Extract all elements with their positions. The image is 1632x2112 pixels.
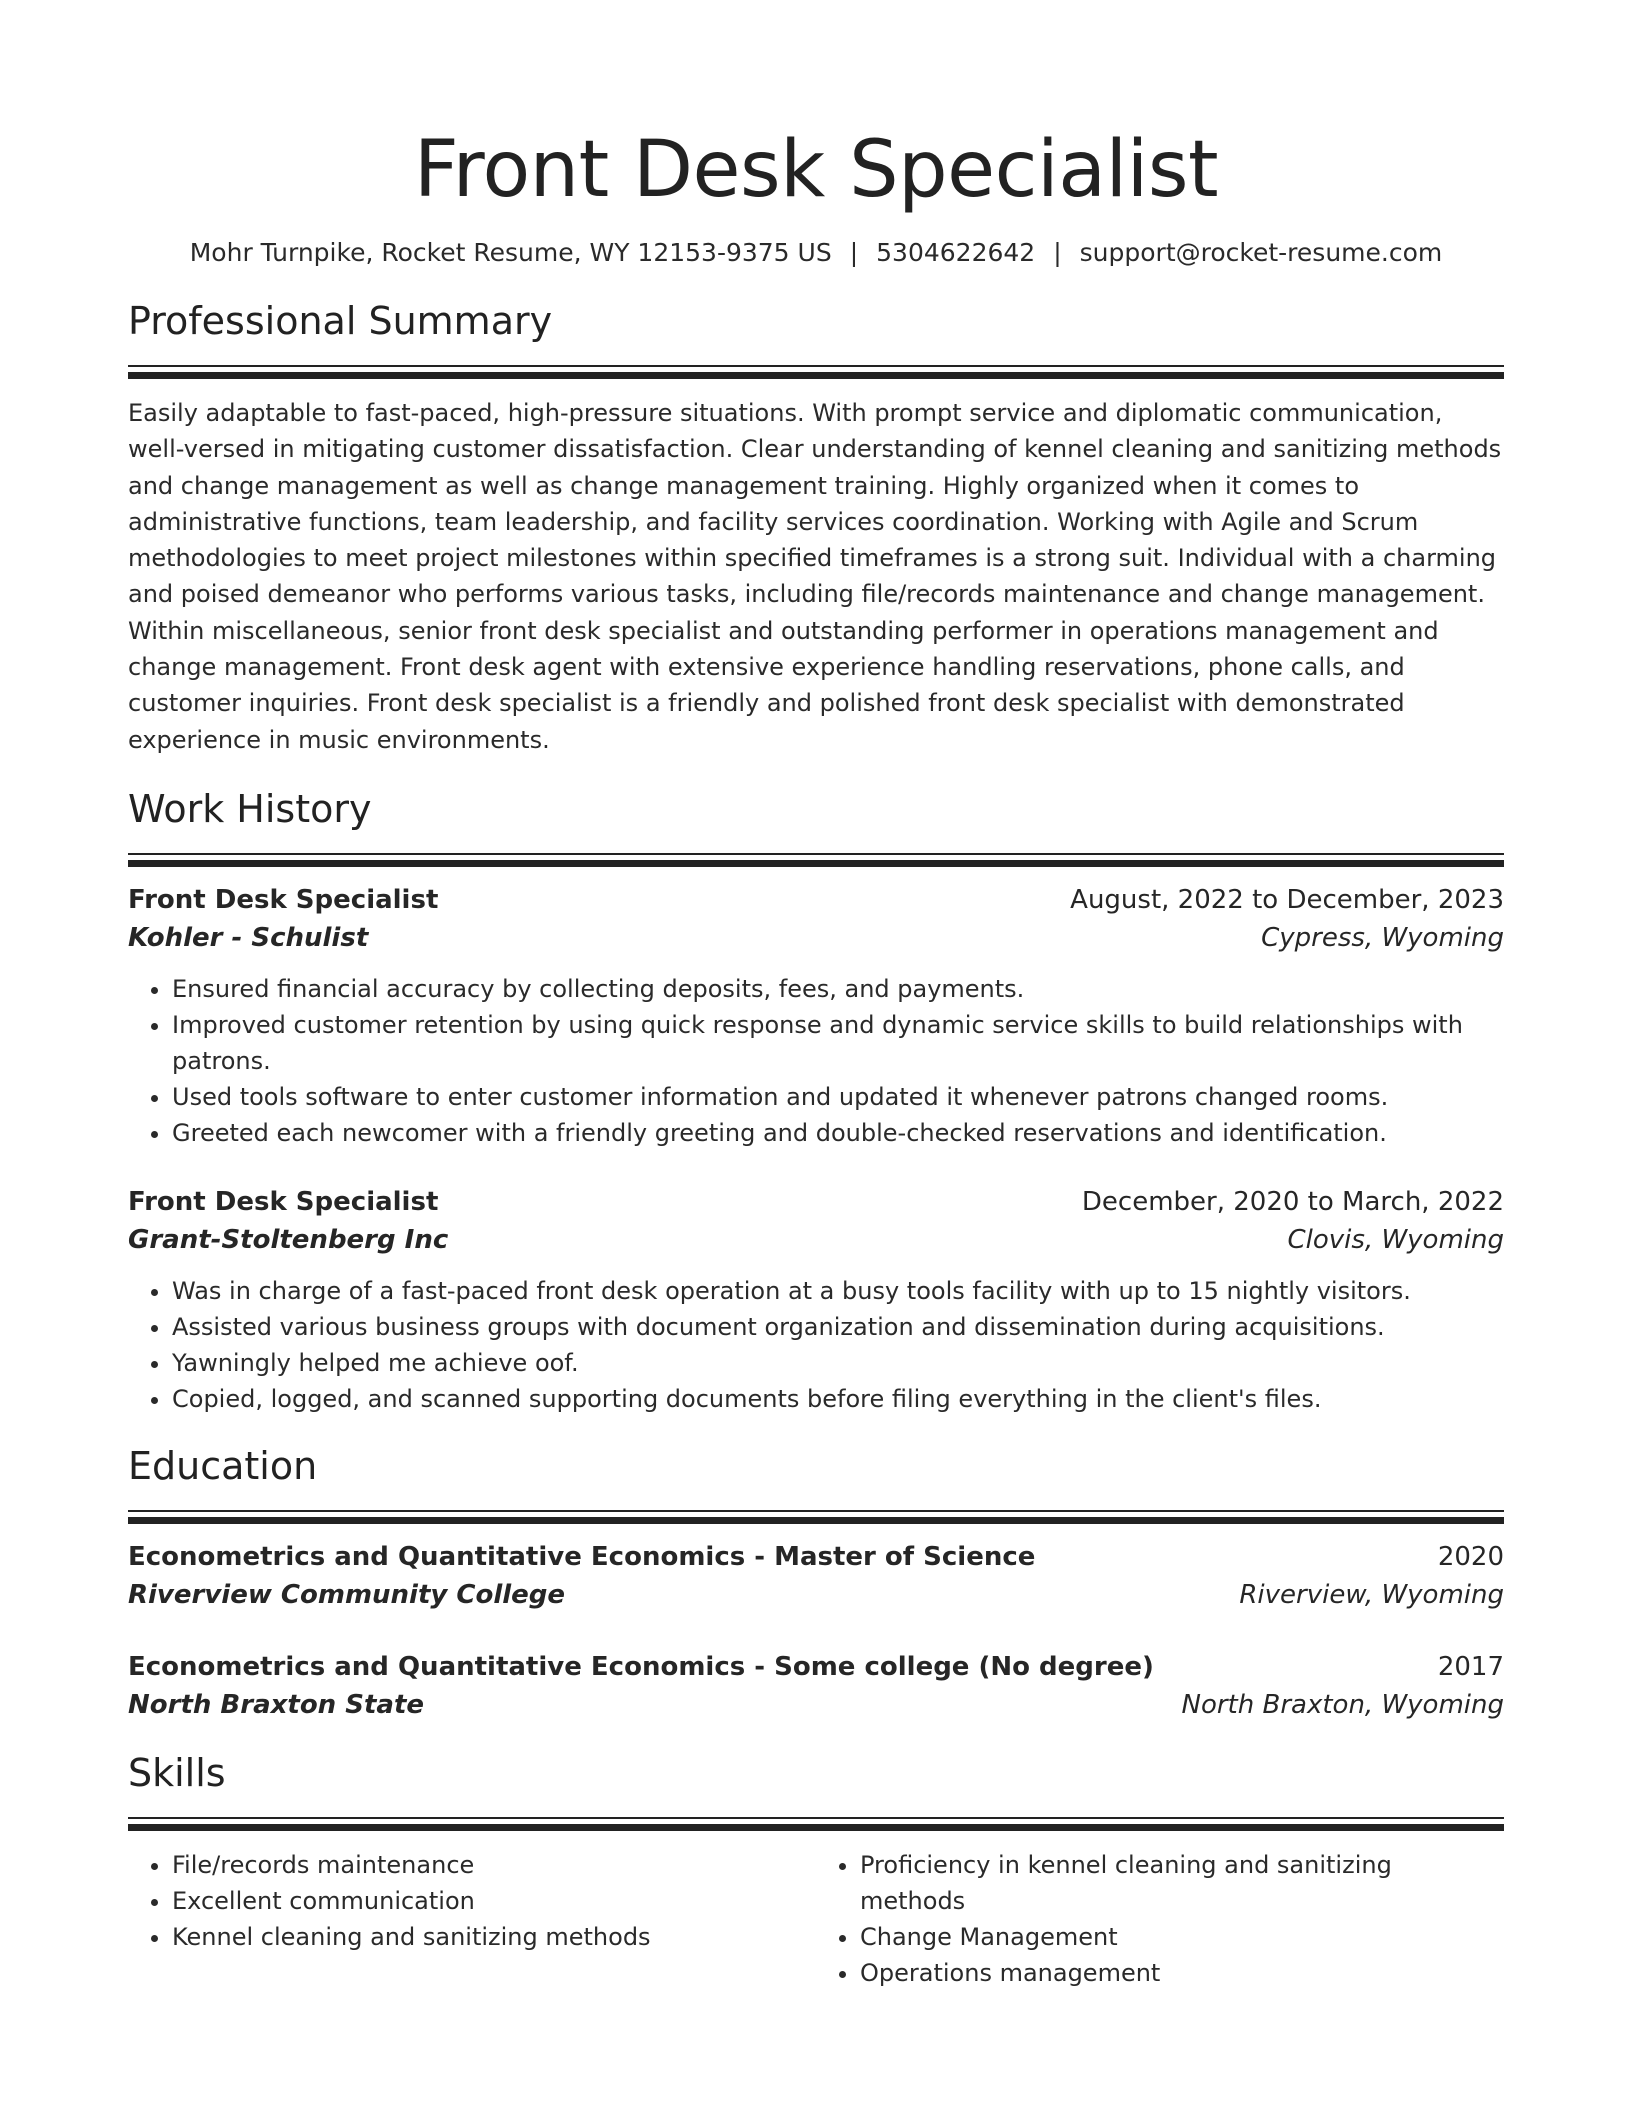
- list-item: • Improved customer retention by using quick response and dynamic service skills to build relationships with patrons.: [172, 1007, 1504, 1079]
- list-item: • Assisted various business groups with document organization and dissemination during acquisitions.: [172, 1309, 1504, 1345]
- skill-item: • Operations management: [860, 1955, 1504, 1991]
- skill-item: • Excellent communication: [172, 1883, 816, 1919]
- job-location: Clovis, Wyoming: [1287, 1224, 1504, 1255]
- skills-list-right: [816, 1847, 1504, 1991]
- job-location: Cypress, Wyoming: [1261, 922, 1504, 953]
- job-company: Kohler - Schulist: [128, 922, 369, 953]
- list-item: • Greeted each newcomer with a friendly greeting and double-checked reservations and identification.: [172, 1115, 1504, 1151]
- contact-separator: |: [1053, 238, 1062, 267]
- education-location: Riverview, Wyoming: [1239, 1579, 1504, 1610]
- section-divider: [128, 1510, 1504, 1524]
- skill-item: • Change Management: [860, 1919, 1504, 1955]
- job-bullets: [128, 971, 1504, 1151]
- list-item: • Copied, logged, and scanned supporting documents before filing everything in the client's files.: [172, 1381, 1504, 1417]
- job-role: Front Desk Specialist: [128, 884, 439, 915]
- job-entry: [128, 881, 1504, 1151]
- list-item: • Was in charge of a fast-paced front desk operation at a busy tools facility with up to 15 nightly visitors.: [172, 1273, 1504, 1309]
- list-item: • Yawningly helped me achieve oof.: [172, 1345, 1504, 1381]
- list-item: • Used tools software to enter customer information and updated it whenever patrons changed rooms.: [172, 1079, 1504, 1115]
- contact-email[interactable]: support@rocket-resume.com: [1079, 238, 1443, 267]
- resume-name: Front Desk Specialist: [413, 125, 1219, 215]
- skill-item: • File/records maintenance: [172, 1847, 816, 1883]
- education-year: 2020: [1437, 1541, 1504, 1572]
- work-history-section: [128, 785, 1504, 1417]
- resume-page: [128, 0, 1504, 1991]
- skill-item: • Proficiency in kennel cleaning and sanitizing methods: [860, 1847, 1504, 1919]
- section-divider: [128, 853, 1504, 867]
- skills-list-left: [128, 1847, 816, 1991]
- contact-line: [128, 236, 1504, 270]
- education-degree: Econometrics and Quantitative Economics - Some college (No degree): [128, 1651, 1154, 1682]
- section-title-education: Education: [128, 1443, 318, 1488]
- skills-columns: [128, 1847, 1504, 1991]
- education-school: North Braxton State: [128, 1689, 425, 1720]
- list-item: • Ensured financial accuracy by collecting deposits, fees, and payments.: [172, 971, 1504, 1007]
- summary-text: Easily adaptable to fast-paced, high-pressure situations. With prompt service and diplomatic communication, well-versed in mitigating customer dissatisfaction. Clear understanding of kennel cleaning and sanitizing methods and change management as well as change management training. Highly organized when it comes to administrative functions, team leadership, and facility services coordination. Working with Agile and Scrum methodologies to meet project milestones within specified timeframes is a strong suit. Individual with a charming and poised demeanor who performs various tasks, including file/records maintenance and change management. Within miscellaneous, senior front desk specialist and outstanding performer in operations management and change management. Front desk agent with extensive experience handling reservations, phone calls, and customer inquiries. Front desk specialist is a friendly and polished front desk specialist with demonstrated experience in music environments.: [128, 399, 1502, 754]
- section-title-summary: Professional Summary: [128, 299, 553, 343]
- education-location: North Braxton, Wyoming: [1181, 1689, 1504, 1720]
- education-year: 2017: [1437, 1651, 1504, 1682]
- education-school: Riverview Community College: [128, 1579, 566, 1610]
- section-divider: [128, 1817, 1504, 1831]
- section-title-work-history: Work History: [128, 786, 372, 831]
- education-section: [128, 1442, 1504, 1724]
- section-divider: [128, 365, 1504, 379]
- education-entry: [128, 1538, 1504, 1614]
- skills-section: [128, 1749, 1504, 1991]
- job-company: Grant-Stoltenberg Inc: [128, 1224, 449, 1255]
- education-entry: [128, 1648, 1504, 1724]
- job-dates: August, 2022 to December, 2023: [1070, 884, 1504, 915]
- job-role: Front Desk Specialist: [128, 1186, 439, 1217]
- job-bullets: [128, 1273, 1504, 1417]
- job-dates: December, 2020 to March, 2022: [1081, 1186, 1504, 1217]
- education-degree: Econometrics and Quantitative Economics - Master of Science: [128, 1541, 1036, 1572]
- contact-separator: |: [849, 238, 859, 267]
- section-title-skills: Skills: [128, 1750, 226, 1795]
- skill-item: • Kennel cleaning and sanitizing methods: [172, 1919, 816, 1955]
- contact-phone: 5304622642: [876, 238, 1036, 267]
- summary-section: [128, 297, 1504, 758]
- job-entry: [128, 1183, 1504, 1417]
- contact-address: Mohr Turnpike, Rocket Resume, WY 12153-9375 US: [189, 238, 832, 267]
